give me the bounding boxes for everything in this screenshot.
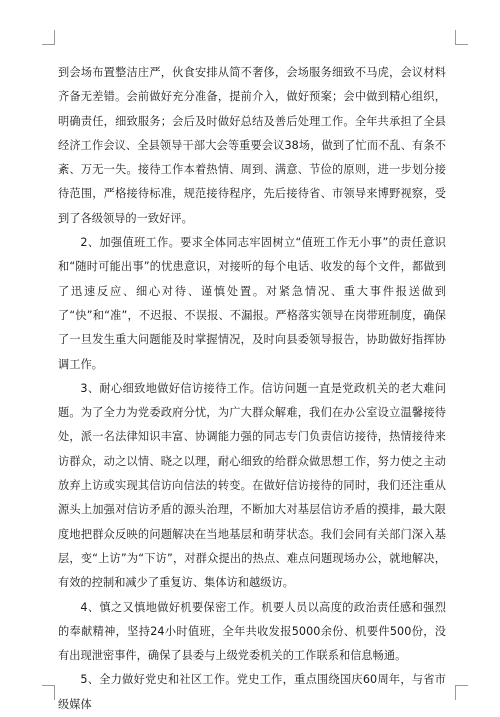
paragraph-petition-work: 3、耐心细致地做好信访接待工作。信访问题一直是党政机关的老大难问题。为了全力为党委政府分忧，为广大群众解难，我们在办公室设立温馨接待处，派一名法律知识丰富、协调能力强的同志专门负责信访接待，热情接待来访群众，动之以情、晓之以理，耐心细致的给群众做思想工作，努力使之主动放弃上访或实现其信访向信法的转变。在做好信访接待的同时，我们还注重从源头上加强对信访矛盾的源头治理，不断加大对基层信访矛盾的摸排，最大限度地把群众反映的问题解决在当地基层和萌芽状态。我们会同有关部门深入基层，变“上访”为“下访”，对群众提出的热点、难点问题现场办公，就地解决，有效的控制和减少了重复访、集体访和越级访。 bbox=[58, 381, 446, 590]
paragraph-party-history-work: 5、全力做好党史和社区工作。党史工作，重点围绕国庆60周年，与省市级媒体 bbox=[58, 673, 446, 711]
paragraph-continued: 到会场布置整洁庄严，伙食安排从简不奢侈，会场服务细致不马虎，会议材料齐备无差错。会前做好充分准备，提前介入，做好预案；会中做到精心组织，明确责任，细致服务；会后及时做好总结及善后处理工作。全年共承担了全县经济工作会议、全县领导干部大会等重要会议38场，做到了忙而不乱、有条不紊、万无一失。接待工作本着热情、周到、满意、节俭的原则，进一步划分接待范围，严格接待标准，规范接待程序，先后接待省、市领导来博野视察，受到了各级领导的一致好评。 bbox=[58, 66, 446, 225]
crop-mark-bottom-right bbox=[455, 685, 468, 700]
paragraph-duty-work: 2、加强值班工作。要求全体同志牢固树立“值班工作无小事”的责任意识和“随时可能出事”的忧患意识，对接听的每个电话、收发的每个文件，都做到了迅速反应、细心对待、谨慎处置。对紧急情况、重大事件报送做到了“快”和“准”，不迟报、不误报、不漏报。严格落实领导在岗带班制度，确保了一旦发生重大问题能及时掌握情况，及时向县委领导报告，协助做好指挥协调工作。 bbox=[58, 236, 446, 371]
paragraph-confidential-work: 4、慎之又慎地做好机要保密工作。机要人员以高度的政治责任感和强烈的奉献精神，坚持24小时值班，全年共收发报5000余份、机要件500份，没有出现泄密事件，确保了县委与上级党委机关的工作联系和信息畅通。 bbox=[58, 600, 446, 663]
crop-mark-bottom-left bbox=[42, 685, 55, 700]
crop-mark-top-left bbox=[42, 30, 55, 45]
document-body bbox=[58, 61, 446, 717]
crop-mark-top-right bbox=[455, 30, 468, 45]
